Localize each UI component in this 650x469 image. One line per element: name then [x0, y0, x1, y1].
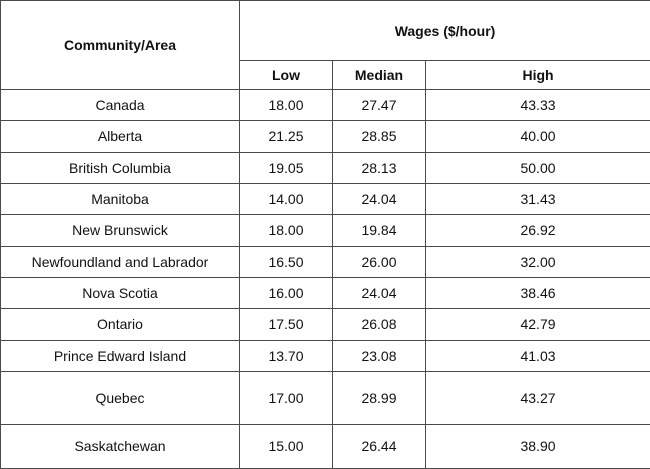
cell-high: 43.27 — [426, 371, 650, 424]
cell-area: Canada — [1, 90, 240, 121]
table-row — [1, 152, 650, 183]
cell-high: 50.00 — [426, 152, 650, 183]
cell-median: 27.47 — [333, 90, 426, 121]
table-row — [1, 340, 650, 371]
header-wages-group: Wages ($/hour) — [240, 1, 650, 61]
cell-area: Prince Edward Island — [1, 340, 240, 371]
cell-median: 26.08 — [333, 309, 426, 340]
cell-low: 19.05 — [240, 152, 333, 183]
cell-area: Newfoundland and Labrador — [1, 246, 240, 277]
cell-median: 19.84 — [333, 215, 426, 246]
cell-high: 42.79 — [426, 309, 650, 340]
cell-high: 41.03 — [426, 340, 650, 371]
cell-median: 26.00 — [333, 246, 426, 277]
table-row — [1, 183, 650, 214]
cell-area: British Columbia — [1, 152, 240, 183]
cell-low: 17.00 — [240, 371, 333, 424]
table-row — [1, 90, 650, 121]
cell-low: 15.00 — [240, 424, 333, 469]
header-low: Low — [240, 61, 333, 90]
cell-high: 38.46 — [426, 277, 650, 308]
cell-low: 13.70 — [240, 340, 333, 371]
table-row — [1, 277, 650, 308]
cell-high: 38.90 — [426, 424, 650, 469]
cell-low: 16.50 — [240, 246, 333, 277]
header-median: Median — [333, 61, 426, 90]
cell-low: 21.25 — [240, 121, 333, 152]
cell-median: 24.04 — [333, 277, 426, 308]
cell-median: 28.13 — [333, 152, 426, 183]
cell-area: New Brunswick — [1, 215, 240, 246]
header-row-top — [1, 1, 650, 61]
cell-high: 26.92 — [426, 215, 650, 246]
cell-median: 24.04 — [333, 183, 426, 214]
cell-area: Quebec — [1, 371, 240, 424]
cell-low: 18.00 — [240, 215, 333, 246]
cell-median: 23.08 — [333, 340, 426, 371]
cell-high: 40.00 — [426, 121, 650, 152]
table-row — [1, 121, 650, 152]
cell-area: Ontario — [1, 309, 240, 340]
header-community-area: Community/Area — [1, 1, 240, 90]
cell-low: 16.00 — [240, 277, 333, 308]
table-row — [1, 215, 650, 246]
table-row — [1, 309, 650, 340]
cell-high: 43.33 — [426, 90, 650, 121]
cell-low: 17.50 — [240, 309, 333, 340]
table-body — [1, 90, 650, 469]
cell-area: Saskatchewan — [1, 424, 240, 469]
cell-high: 32.00 — [426, 246, 650, 277]
cell-high: 31.43 — [426, 183, 650, 214]
table-row — [1, 371, 650, 424]
header-high: High — [426, 61, 650, 90]
cell-low: 18.00 — [240, 90, 333, 121]
cell-area: Manitoba — [1, 183, 240, 214]
cell-low: 14.00 — [240, 183, 333, 214]
cell-median: 26.44 — [333, 424, 426, 469]
table-row — [1, 246, 650, 277]
table-row — [1, 424, 650, 469]
cell-area: Nova Scotia — [1, 277, 240, 308]
cell-median: 28.99 — [333, 371, 426, 424]
cell-area: Alberta — [1, 121, 240, 152]
cell-median: 28.85 — [333, 121, 426, 152]
table-header — [1, 1, 650, 90]
